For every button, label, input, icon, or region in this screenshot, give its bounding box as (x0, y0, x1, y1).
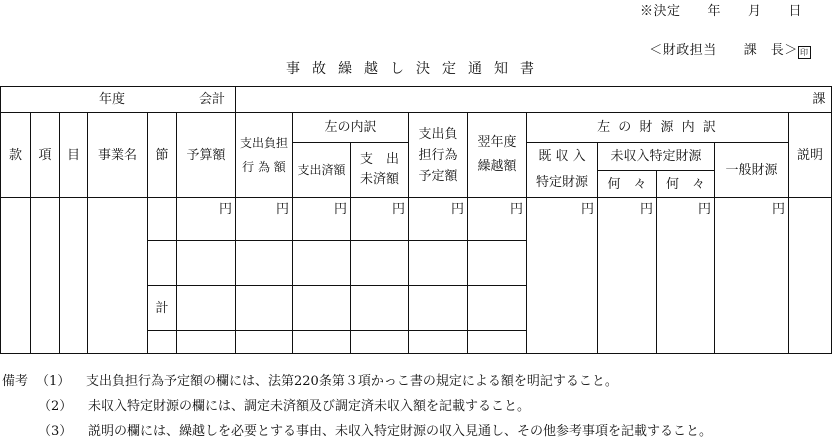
header-unpaid-amount: 支 出 未済額 (359, 152, 399, 187)
unit-yen-general: 円 (771, 202, 785, 217)
unit-yen-unpaid: 円 (391, 202, 405, 217)
note-row-3 (38, 420, 712, 439)
header-kou: 項 (38, 147, 52, 163)
decision-date-line: ※決定 年 月 日 (640, 4, 803, 19)
document-title: 事故繰越し決定通知書 (286, 61, 546, 77)
seal-stamp: 印 (798, 46, 811, 59)
note-text: 未収入特定財源の欄には、調定未済額及び調定済未収入額を記載すること。 (88, 399, 531, 414)
note-row-1 (2, 370, 618, 389)
approval-label: ＜財政担当 課 長＞ (649, 43, 798, 58)
notes-label: 備考 (2, 374, 29, 389)
header-explanation: 説明 (796, 147, 823, 163)
total-label: 計 (155, 300, 169, 316)
unit-yen-planned: 円 (450, 202, 464, 217)
unit-yen-carryover: 円 (509, 202, 523, 217)
unit-yen-received: 円 (580, 202, 594, 217)
header-jigyo-name: 事業名 (97, 147, 137, 163)
header-planned-burden: 支出負 担行為 予定額 (418, 126, 458, 184)
header-budget: 予算額 (186, 147, 226, 163)
header-setsu: 節 (155, 147, 169, 163)
header-item-2: 何 々 (665, 176, 705, 192)
header-funding-breakdown: 左 の 財 源 内 訳 (597, 120, 718, 135)
unit-yen-budget: 円 (218, 202, 232, 217)
unit-yen-item2: 円 (697, 202, 711, 217)
header-received-specific: 既 収 入 特定財源 (535, 149, 588, 190)
header-unreceived-specific: 未収入特定財源 (610, 149, 702, 164)
header-general-funds: 一般財源 (725, 162, 778, 178)
note-text: 説明の欄には、繰越しを必要とする事由、未収入特定財源の収入見通し、その他参考事項を記載すること。 (88, 424, 713, 439)
fiscal-year-label: 年度 (98, 92, 125, 107)
header-kan: 款 (8, 147, 22, 163)
account-label: 会計 (198, 92, 225, 107)
unit-yen-paid: 円 (333, 202, 347, 217)
note-text: 支出負担行為予定額の欄には、法第220条第３項かっこ書の規定による額を明記すること。 (86, 374, 618, 389)
header-moku: 目 (66, 147, 80, 163)
header-carryover: 翌年度 繰越額 (477, 135, 517, 174)
header-expenditure-burden: 支出負担 行 為 額 (239, 136, 288, 174)
header-paid-amount: 支出済額 (297, 162, 346, 177)
note-number: （1） (36, 374, 71, 389)
header-item-1: 何 々 (607, 176, 647, 192)
note-number: （3） (38, 424, 73, 439)
header-left-breakdown: 左の内訳 (324, 120, 377, 135)
unit-yen-burden: 円 (275, 202, 289, 217)
unit-yen-item1: 円 (639, 202, 653, 217)
section-label: 課 (812, 92, 826, 107)
note-number: （2） (38, 399, 73, 414)
note-row-2 (38, 395, 530, 414)
